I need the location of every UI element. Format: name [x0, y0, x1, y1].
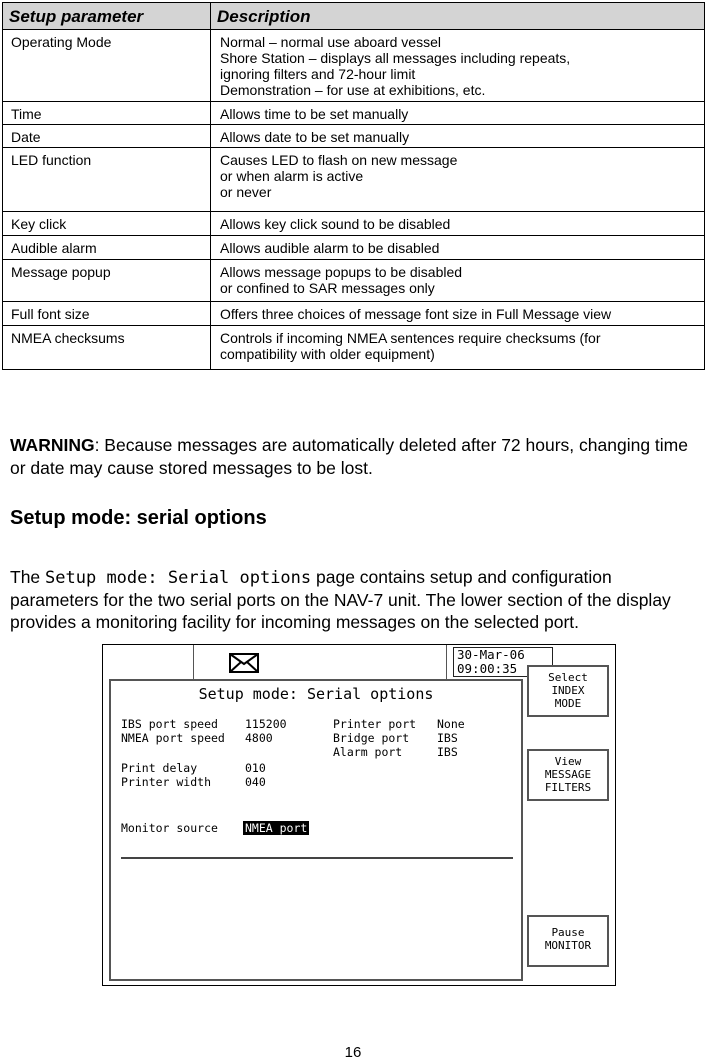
desc-cell	[211, 236, 705, 260]
desc-cell	[211, 125, 705, 148]
desc-cell	[211, 30, 705, 102]
desc-line: Allows message popups to be disabled	[220, 264, 463, 280]
desc-line: Causes LED to flash on new message	[220, 152, 458, 168]
table-row	[3, 260, 705, 302]
param-cell: NMEA checksums	[3, 326, 211, 370]
param-cell: Operating Mode	[3, 30, 211, 102]
desc-line: Normal – normal use aboard vessel	[220, 34, 441, 50]
desc-line: compatibility with older equipment)	[220, 346, 435, 362]
button-label-line: INDEX	[551, 684, 585, 697]
column-header-parameter: Setup parameter	[3, 3, 211, 30]
table-header-row	[3, 3, 705, 30]
param-cell: Message popup	[3, 260, 211, 302]
desc-cell	[211, 102, 705, 125]
button-label-line: MESSAGE	[544, 768, 592, 781]
intro-code: Setup mode: Serial options	[45, 568, 312, 588]
monitor-source-label: Monitor source	[121, 821, 218, 835]
table-row	[3, 236, 705, 260]
field-label: NMEA port speed	[121, 731, 225, 745]
alarm-port-value[interactable]: IBS	[437, 745, 458, 759]
desc-line: Demonstration – for use at exhibitions, etc.	[220, 82, 486, 98]
desc-cell	[211, 326, 705, 370]
desc-line: Allows audible alarm to be disabled	[220, 240, 440, 256]
select-index-mode-button[interactable]	[527, 665, 609, 717]
param-cell: Date	[3, 125, 211, 148]
button-label-line: Select	[548, 671, 588, 684]
desc-line: or when alarm is active	[220, 168, 364, 184]
field-label: Alarm port	[333, 745, 403, 759]
envelope-icon[interactable]	[229, 653, 259, 673]
screen-time: 09:00:35	[457, 661, 518, 676]
desc-line: Allows time to be set manually	[220, 106, 409, 122]
button-label-line: View	[554, 755, 582, 768]
desc-line: Allows date to be set manually	[220, 129, 410, 145]
view-message-filters-button[interactable]	[527, 749, 609, 801]
table-row	[3, 102, 705, 125]
intro-paragraph	[10, 566, 704, 633]
table-row	[3, 326, 705, 370]
button-label-line: Pause	[551, 926, 585, 939]
param-cell: Key click	[3, 212, 211, 236]
screen-date: 30-Mar-06	[457, 647, 525, 662]
desc-line: Shore Station – displays all messages including repeats,	[220, 50, 571, 66]
desc-cell	[211, 302, 705, 326]
field-label: Printer width	[121, 775, 212, 789]
top-bar-divider	[193, 645, 194, 679]
desc-line: Controls if incoming NMEA sentences require checksums (for	[220, 330, 601, 346]
desc-line: or never	[220, 184, 272, 200]
column-header-description: Description	[211, 3, 705, 30]
param-cell: Audible alarm	[3, 236, 211, 260]
pause-monitor-button[interactable]	[527, 915, 609, 967]
table-row	[3, 148, 705, 212]
setup-parameter-table	[2, 2, 705, 370]
section-heading: Setup mode: serial options	[10, 507, 267, 529]
monitor-source-value[interactable]	[243, 821, 309, 835]
top-bar-divider	[446, 645, 447, 679]
page-number: 16	[344, 1044, 362, 1061]
table-row	[3, 30, 705, 102]
print-delay-value[interactable]: 010	[245, 761, 266, 775]
warning-paragraph	[10, 434, 704, 480]
panel-title: Setup mode: Serial options	[198, 685, 434, 703]
monitor-source-selected[interactable]: NMEA port	[245, 821, 308, 835]
desc-line: ignoring filters and 72-hour limit	[220, 66, 416, 82]
table-row	[3, 125, 705, 148]
monitor-divider	[121, 857, 513, 859]
warning-text: : Because messages are automatically deleted after 72 hours, changing time or date may cause stored messages to be lost.	[10, 435, 688, 478]
button-label-line: FILTERS	[544, 781, 592, 794]
param-cell: Full font size	[3, 302, 211, 326]
desc-cell	[211, 260, 705, 302]
table-row	[3, 212, 705, 236]
intro-suffix: page contains setup and configuration parameters for the two serial ports on the NAV-7 unit. The lower section of the display provides a monitoring facility for incoming messages on the selected port.	[10, 567, 671, 632]
warning-label: WARNING	[10, 435, 95, 455]
desc-cell	[211, 148, 705, 212]
printer-width-value[interactable]: 040	[245, 775, 266, 789]
field-label: Bridge port	[333, 731, 410, 745]
printer-port-value[interactable]: None	[437, 717, 465, 731]
desc-cell	[211, 212, 705, 236]
ibs-port-speed-value[interactable]: 115200	[245, 717, 287, 731]
device-screen	[102, 644, 616, 986]
bridge-port-value[interactable]: IBS	[437, 731, 458, 745]
field-label: Printer port	[333, 717, 417, 731]
table-row	[3, 302, 705, 326]
nmea-port-speed-value[interactable]: 4800	[245, 731, 273, 745]
desc-line: or confined to SAR messages only	[220, 280, 435, 296]
intro-prefix: The	[10, 567, 46, 587]
field-label: Print delay	[121, 761, 198, 775]
button-label-line: MONITOR	[544, 939, 592, 952]
desc-line: Offers three choices of message font size in Full Message view	[220, 306, 612, 322]
field-label: IBS port speed	[121, 717, 218, 731]
desc-line: Allows key click sound to be disabled	[220, 216, 451, 232]
param-cell: LED function	[3, 148, 211, 212]
button-label-line: MODE	[554, 697, 582, 710]
serial-options-panel	[109, 679, 523, 981]
param-cell: Time	[3, 102, 211, 125]
